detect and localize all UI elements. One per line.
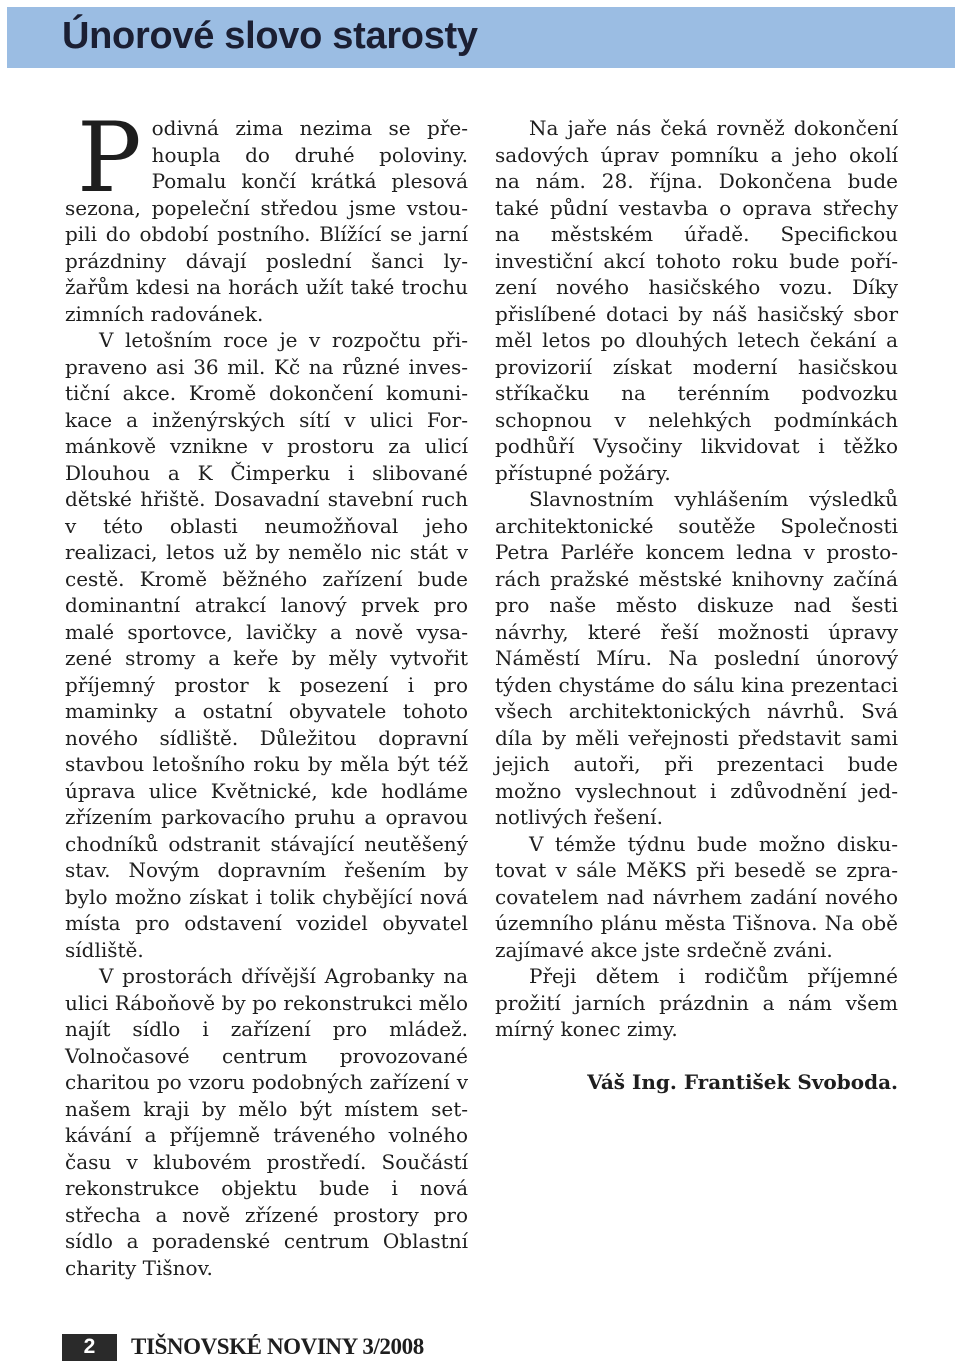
page-title: Únorové slovo starosty	[62, 15, 478, 57]
article-paragraph: V témže týdnu bude možno diskutovat v sále MěKS při besedě se zpracovatelem nad návrhem zadání nového územního plánu města Tišnova. Na obě zajímavé akce jste srdečně zváni.	[495, 831, 898, 962]
article-column-left	[65, 102, 468, 1281]
drop-cap: P	[77, 102, 142, 214]
page-footer	[62, 1332, 424, 1362]
article-paragraph: V letošním roce je v rozpočtu připraveno asi 36 mil. Kč na různé investiční akce. Kromě dokončení komunikace a inženýrských sítí v ulici Formánkově vznikne v prostoru za ulicí Dlouhou a K Čimperku i slibované dětské hřiště. Dosavadní stavební ruch v této oblasti neumožňoval jeho realizaci, letos už by nemělo nic stát v cestě. Kromě běžného zařízení bude dominantní atrakcí lanový prvek pro malé sportovce, lavičky a nově vysazené stromy a keře by měly vytvořit příjemný prostor k posezení i pro maminky a ostatní obyvatele tohoto nového sídliště. Důležitou dopravní stavbou letošního roku by měla být též úprava ulice Květnické, kde hodláme zřízením parkovacího pruhu a opravou chodníků odstranit stávající neutěšený stav. Novým dopravním řešením by bylo možno získat i tolik chybějící nová místa pro odstavení vozidel obyvatel sídliště.	[65, 328, 468, 962]
article-column-right	[495, 115, 898, 1096]
article-paragraph: Přeji dětem i rodičům příjemné prožití jarních prázdnin a nám všem mírný konec zimy.	[495, 964, 898, 1041]
article-paragraph: Na jaře nás čeká rovněž dokončení sadových úprav pomníku a jeho okolí na nám. 28. října. Dokončena bude také půdní vestavba o oprava střechy na městském úřadě. Specifickou investiční akcí tohoto roku bude pořízení nového hasičského vozu. Díky přislíbené dotaci by náš hasičský sbor měl letos po dlouhých letech čekání a provizorií získat moderní hasičskou stříkačku na terénním podvozku schopnou v nelehkých podmínkách podhůří Vysočiny likvidovat i těžko přístupné požáry.	[495, 116, 898, 485]
article-paragraph	[65, 102, 468, 327]
article-paragraph: V prostorách dřívější Agrobanky na ulici Rábοňově by po rekonstrukci mělo najít sídlo i zařízení pro mládež. Volnočasové centrum provozované charitou po vzoru podobných zařízení v našem kraji by mělo být místem setkávání a příjemně tráveného volného času v klubovém prostředí. Součástí rekonstrukce objektu bude i nová střecha a nově zřízené prostory pro sídlo a poradenské centrum Oblastní charity Tišnov.	[65, 964, 468, 1280]
article-paragraph: Slavnostním vyhlášením výsledků architektonické soutěže Společnosti Petra Parléře koncem ledna v prostorách pražské městské knihovny začíná pro naše město diskuze nad šesti návrhy, které řeší možnosti úpravy Náměstí Míru. Na poslední únorový týden chystáme do sálu kina prezentaci všech architektonických návrhů. Svá díla by měli veřejnosti představit sami jejich autoři, při prezentaci bude možno vyslechnout i zdůvodnění jednotlivých řešení.	[495, 487, 898, 829]
page-number: 2	[62, 1334, 117, 1361]
paragraph-text: odivná zima nezima se přehoupla do druhé poloviny. Pomalu končí krátká plesová sezona, popeleční středou jsme vstoupili do období postního. Blížící se jarní prázdniny dávají poslední šanci lyžařům kdesi na horách užít také trochu zimních radovánek.	[65, 116, 468, 326]
publication-name: TIŠNOVSKÉ NOVINY 3/2008	[131, 1334, 424, 1359]
signature: Váš Ing. František Svoboda.	[587, 1070, 898, 1094]
